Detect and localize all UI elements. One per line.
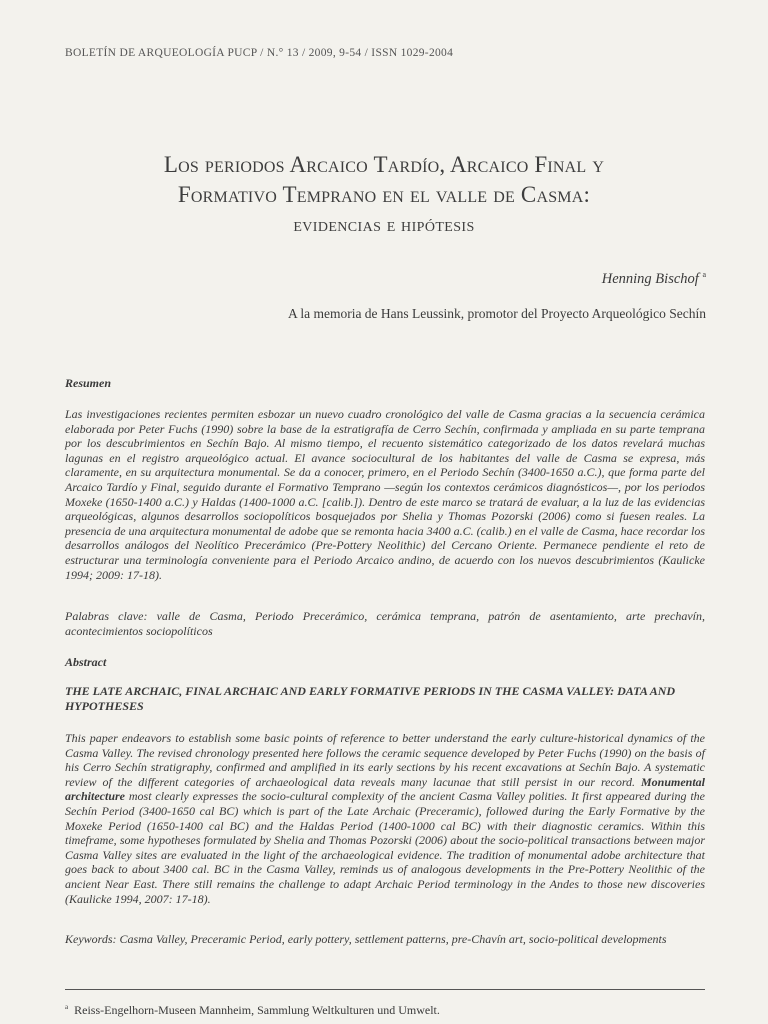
english-title: THE LATE ARCHAIC, FINAL ARCHAIC AND EARLY FORMATIVE PERIODS IN THE CASMA VALLEY: DATA AND HYPOTHESES xyxy=(65,684,676,713)
abstract-heading: Abstract xyxy=(65,655,107,669)
author-marker: a xyxy=(702,270,706,279)
abstract-text-bold: Monumental architecture xyxy=(65,774,705,804)
title-line-3: evidencias e hipótesis xyxy=(293,214,475,236)
footnote-divider xyxy=(65,989,705,990)
title-line-1: Los periodos Arcaico Tardío, Arcaico Final y xyxy=(163,152,605,177)
abstract-text-part1: This paper endeavors to establish some basic points of reference to better understand the early culture-historical dynamics of the Casma Valley. The revised chronology presented here follows the ceramic sequence developed by Peter Fuchs (1990) on the basis of his Cerro Sechín stratigraphy, confirmed and amplified in its early sections by his recent excavations at Sechín Bajo. A systematic review of the different categories of archaeological data reveals many lacunae that still persist in our record. xyxy=(65,731,705,789)
abstract-text xyxy=(65,731,705,906)
keywords: Keywords: Casma Valley, Preceramic Period, early pottery, settlement patterns, pre-Chavín art, socio-political developments xyxy=(65,932,667,946)
journal-header: BOLETÍN DE ARQUEOLOGÍA PUCP / N.° 13 / 2009, 9-54 / ISSN 1029-2004 xyxy=(65,47,454,59)
article-title xyxy=(60,150,708,240)
palabras-clave: Palabras clave: valle de Casma, Periodo Precerámico, cerámica temprana, patrón de asentamiento, arte prechavín, acontecimientos sociopolíticos xyxy=(65,609,705,638)
abstract-text-part2: most clearly expresses the socio-cultural complexity of the ancient Casma Valley polities. It first appeared during the Sechín Period (3400-1650 cal BC) which is part of the Late Archaic (Preceramic), followed during the Early Formative by the Moxeke Period (1650-1400 cal BC) and the Haldas Period (1400-1000 cal BC) with their diagnostic ceramics. Within this timeframe, some hypotheses formulated by Shelia and Thomas Pozorski (2006) about the socio-political transactions between major Casma Valley sites are evaluated in the light of the archaeological evidence. The tradition of monumental adobe architecture that goes back to about 3400 cal. BC in the Casma Valley, reminds us of analogous developments in the Pre-Pottery Neolithic of the ancient Near East. There still remains the challenge to adapt Archaic Period terminology in the Andes to those new discoveries (Kaulicke 1994, 2007: 17-18). xyxy=(65,789,705,906)
resumen-heading: Resumen xyxy=(65,376,112,390)
dedication: A la memoria de Hans Leussink, promotor del Proyecto Arqueológico Sechín xyxy=(287,306,706,321)
resumen-text: Las investigaciones recientes permiten esbozar un nuevo cuadro cronológico del valle de Casma gracias a la secuencia cerámica elaborada por Peter Fuchs (1990) sobre la base de la estratigrafía de Cerro Sechín, confirmada y ampliada en su parte temprana por los descubrimientos en Sechín Bajo. Al mismo tiempo, el recuento sistemático categorizado de los datos revelará muchas lagunas en el registro arqueológico actual. El avance sociocultural de los habitantes del valle de Casma se expresa, más claramente, en su arquitectura monumental. Se da a conocer, primero, en el Periodo Sechín (3400-1650 a.C.), que forma parte del Arcaico Tardío y Final, seguido durante el Formativo Temprano —según los contextos cerámicos diagnósticos—, por los periodos Moxeke (1650-1400 a.C.) y Haldas (1400-1000 a.C. [calib.]). Dentro de este marco se tratará de evaluar, a la luz de las evidencias arqueológicas, algunos desarrollos sociopolíticos bosquejados por Shelia y Thomas Pozorski (2006) como si fuesen reales. La presencia de una arquitectura monumental de adobe que se remonta hacia 3400 a.C. (calib.) en el valle de Casma, hace recordar los desarrollos análogos del Neolítico Precerámico (Pre-Pottery Neolithic) del Cercano Oriente. Permanece pendiente el reto de estructurar una terminología conveniente para el Periodo Arcaico andino, de acuerdo con los nuevos descubrimientos (Kaulicke 1994; 2009: 17-18). xyxy=(65,407,705,582)
author-name: Henning Bischof xyxy=(601,271,699,287)
footnote-marker: a xyxy=(65,1003,69,1011)
title-line-2: Formativo Temprano en el valle de Casma: xyxy=(177,182,591,207)
footnote-affiliation xyxy=(65,1003,440,1018)
footnote-text: Reiss-Engelhorn-Museen Mannheim, Sammlung Weltkulturen und Umwelt. xyxy=(74,1003,440,1017)
author xyxy=(602,270,706,288)
